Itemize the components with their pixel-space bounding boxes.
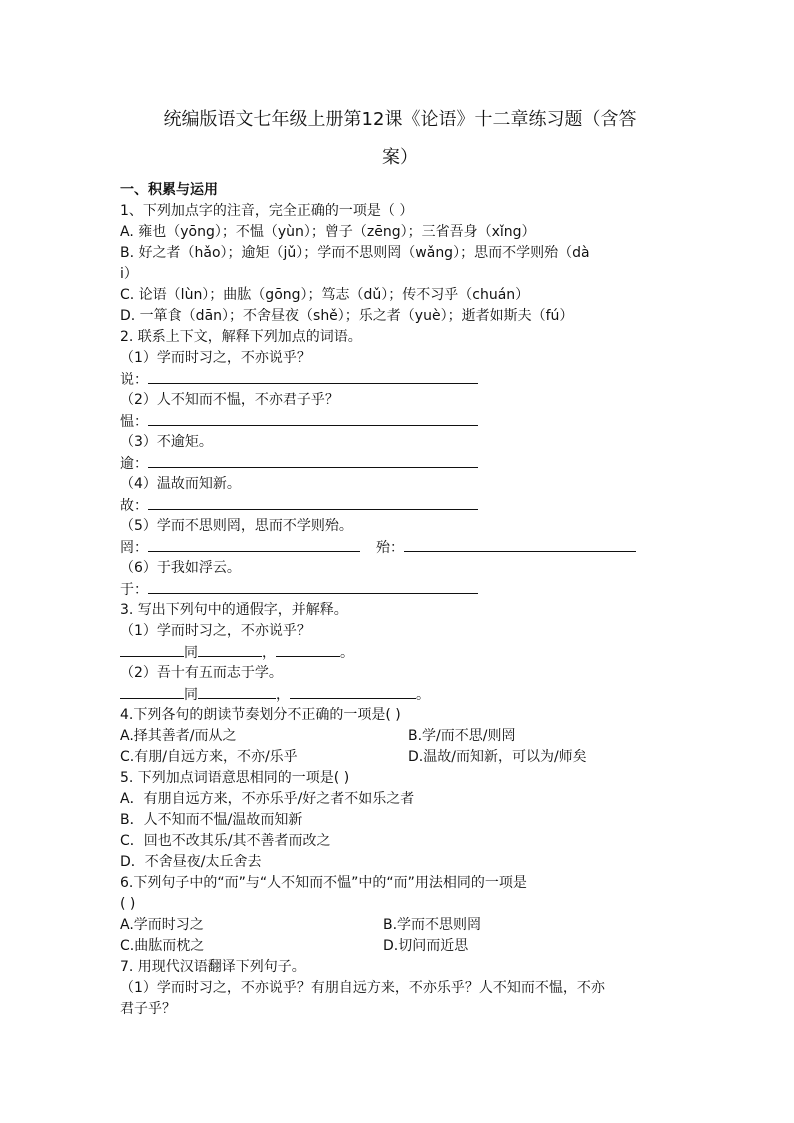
q2-sentence-1: （1）学而时习之，不亦说乎？ — [120, 350, 311, 366]
q5-stem: 5. 下列加点词语意思相同的一项是( ) — [120, 770, 350, 786]
q1-option-d: D. 一箪食（dān）；不舍昼夜（shě）；乐之者（yuè）；逝者如斯夫（fú） — [120, 308, 574, 324]
q2-answer-1-blank[interactable] — [148, 369, 478, 384]
q2-sentence-2: （2）人不知而不愠，不亦君子乎？ — [120, 392, 339, 408]
section-heading: 一、积累与运用 — [120, 182, 218, 198]
document-title-line-2: 案） — [382, 147, 418, 168]
q3-stem: 3. 写出下列句中的通假字，并解释。 — [120, 602, 348, 618]
q2-answer-6 — [120, 579, 478, 600]
q2-answer-4-label: 故： — [120, 498, 148, 514]
q3-tong-2: 同 — [184, 687, 198, 703]
q6-option-c: C.曲肱而枕之 — [120, 938, 205, 954]
q3-comma-1: ， — [262, 645, 276, 661]
q3-period-1: 。 — [340, 645, 354, 661]
q2-answer-6-blank[interactable] — [148, 579, 478, 594]
q1-option-b-continued: i） — [120, 266, 138, 282]
q2-answer-5b-label: 殆： — [376, 540, 404, 556]
q7-sentence-1-continued: 君子乎？ — [120, 1001, 176, 1017]
q2-answer-1-label: 说： — [120, 372, 148, 388]
q2-sentence-5: （5）学而不思则罔，思而不学则殆。 — [120, 518, 353, 534]
q1-stem: 1、下列加点字的注音，完全正确的一项是（ ） — [120, 203, 414, 219]
document-title-line-1: 统编版语文七年级上册第12课《论语》十二章练习题（含答 — [163, 109, 637, 130]
q6-option-b: B.学而不思则罔 — [383, 917, 482, 933]
q2-answer-5b-blank[interactable] — [404, 537, 636, 552]
q1-option-a: A. 雍也（yōng）；不愠（yùn）；曾子（zēng）；三省吾身（xǐng） — [120, 224, 536, 240]
q5-option-a: A．有朋自远方来，不亦乐乎/好之者不如乐之者 — [120, 791, 415, 807]
q3-sentence-1: （1）学而时习之，不亦说乎？ — [120, 623, 311, 639]
q3-tong-1: 同 — [184, 645, 198, 661]
q2-answer-2 — [120, 411, 478, 432]
q5-option-b: B．人不知而不愠/温故而知新 — [120, 812, 303, 828]
q3-answer-2-meaning-blank[interactable] — [290, 684, 416, 699]
q2-answer-5a-label: 罔： — [120, 540, 148, 556]
q3-answer-2 — [120, 684, 430, 705]
q2-answer-1 — [120, 369, 478, 390]
q3-answer-1-char-blank[interactable] — [120, 642, 184, 657]
q2-answer-4-blank[interactable] — [148, 495, 478, 510]
q3-answer-1-meaning-blank[interactable] — [276, 642, 340, 657]
q4-option-b: B.学/而不思/则罔 — [408, 728, 516, 744]
q3-answer-1-orig-blank[interactable] — [198, 642, 262, 657]
q6-stem: 6.下列句子中的“而”与“人不知而不愠”中的“而”用法相同的一项是 — [120, 875, 527, 891]
q6-option-d: D.切问而近思 — [383, 938, 469, 954]
q2-answer-4 — [120, 495, 478, 516]
q1-option-b: B. 好之者（hǎo）；逾矩（jǔ）；学而不思则罔（wǎng）；思而不学则殆（dà — [120, 245, 590, 261]
q7-stem: 7. 用现代汉语翻译下列句子。 — [120, 959, 306, 975]
q2-answer-2-label: 愠： — [120, 414, 148, 430]
q3-answer-2-orig-blank[interactable] — [198, 684, 276, 699]
q2-answer-2-blank[interactable] — [148, 411, 478, 426]
q2-sentence-3: （3）不逾矩。 — [120, 434, 213, 450]
q3-period-2: 。 — [416, 687, 430, 703]
q3-comma-2: ， — [276, 687, 290, 703]
q5-option-c: C．回也不改其乐/其不善者而改之 — [120, 833, 331, 849]
q3-answer-2-char-blank[interactable] — [120, 684, 184, 699]
q1-option-c: C. 论语（lùn）；曲肱（gōng）；笃志（dǔ）；传不习乎（chuán） — [120, 287, 530, 303]
q2-answer-3-blank[interactable] — [148, 453, 478, 468]
q2-answer-5 — [120, 537, 636, 558]
q6-option-a: A.学而时习之 — [120, 917, 204, 933]
q2-sentence-4: （4）温故而知新。 — [120, 476, 241, 492]
q2-sentence-6: （6）于我如浮云。 — [120, 560, 241, 576]
q4-option-c: C.有朋/自远方来，不亦/乐乎 — [120, 749, 298, 765]
q2-answer-3 — [120, 453, 478, 474]
q3-sentence-2: （2）吾十有五而志于学。 — [120, 665, 283, 681]
q4-option-a: A.择其善者/而从之 — [120, 728, 237, 744]
q3-answer-1 — [120, 642, 354, 663]
q4-stem: 4.下列各句的朗读节奏划分不正确的一项是( ) — [120, 707, 401, 723]
q2-stem: 2. 联系上下文，解释下列加点的词语。 — [120, 329, 362, 345]
q7-sentence-1: （1）学而时习之，不亦说乎？有朋自远方来，不亦乐乎？人不知而不愠，不亦 — [120, 980, 605, 996]
q5-option-d: D．不舍昼夜/太丘舍去 — [120, 854, 262, 870]
q4-option-d: D.温故/而知新，可以为/师矣 — [408, 749, 587, 765]
q2-answer-3-label: 逾： — [120, 456, 148, 472]
q6-stem-continued: ( ) — [120, 896, 136, 912]
q2-answer-5a-blank[interactable] — [148, 537, 360, 552]
q2-answer-6-label: 于： — [120, 582, 148, 598]
